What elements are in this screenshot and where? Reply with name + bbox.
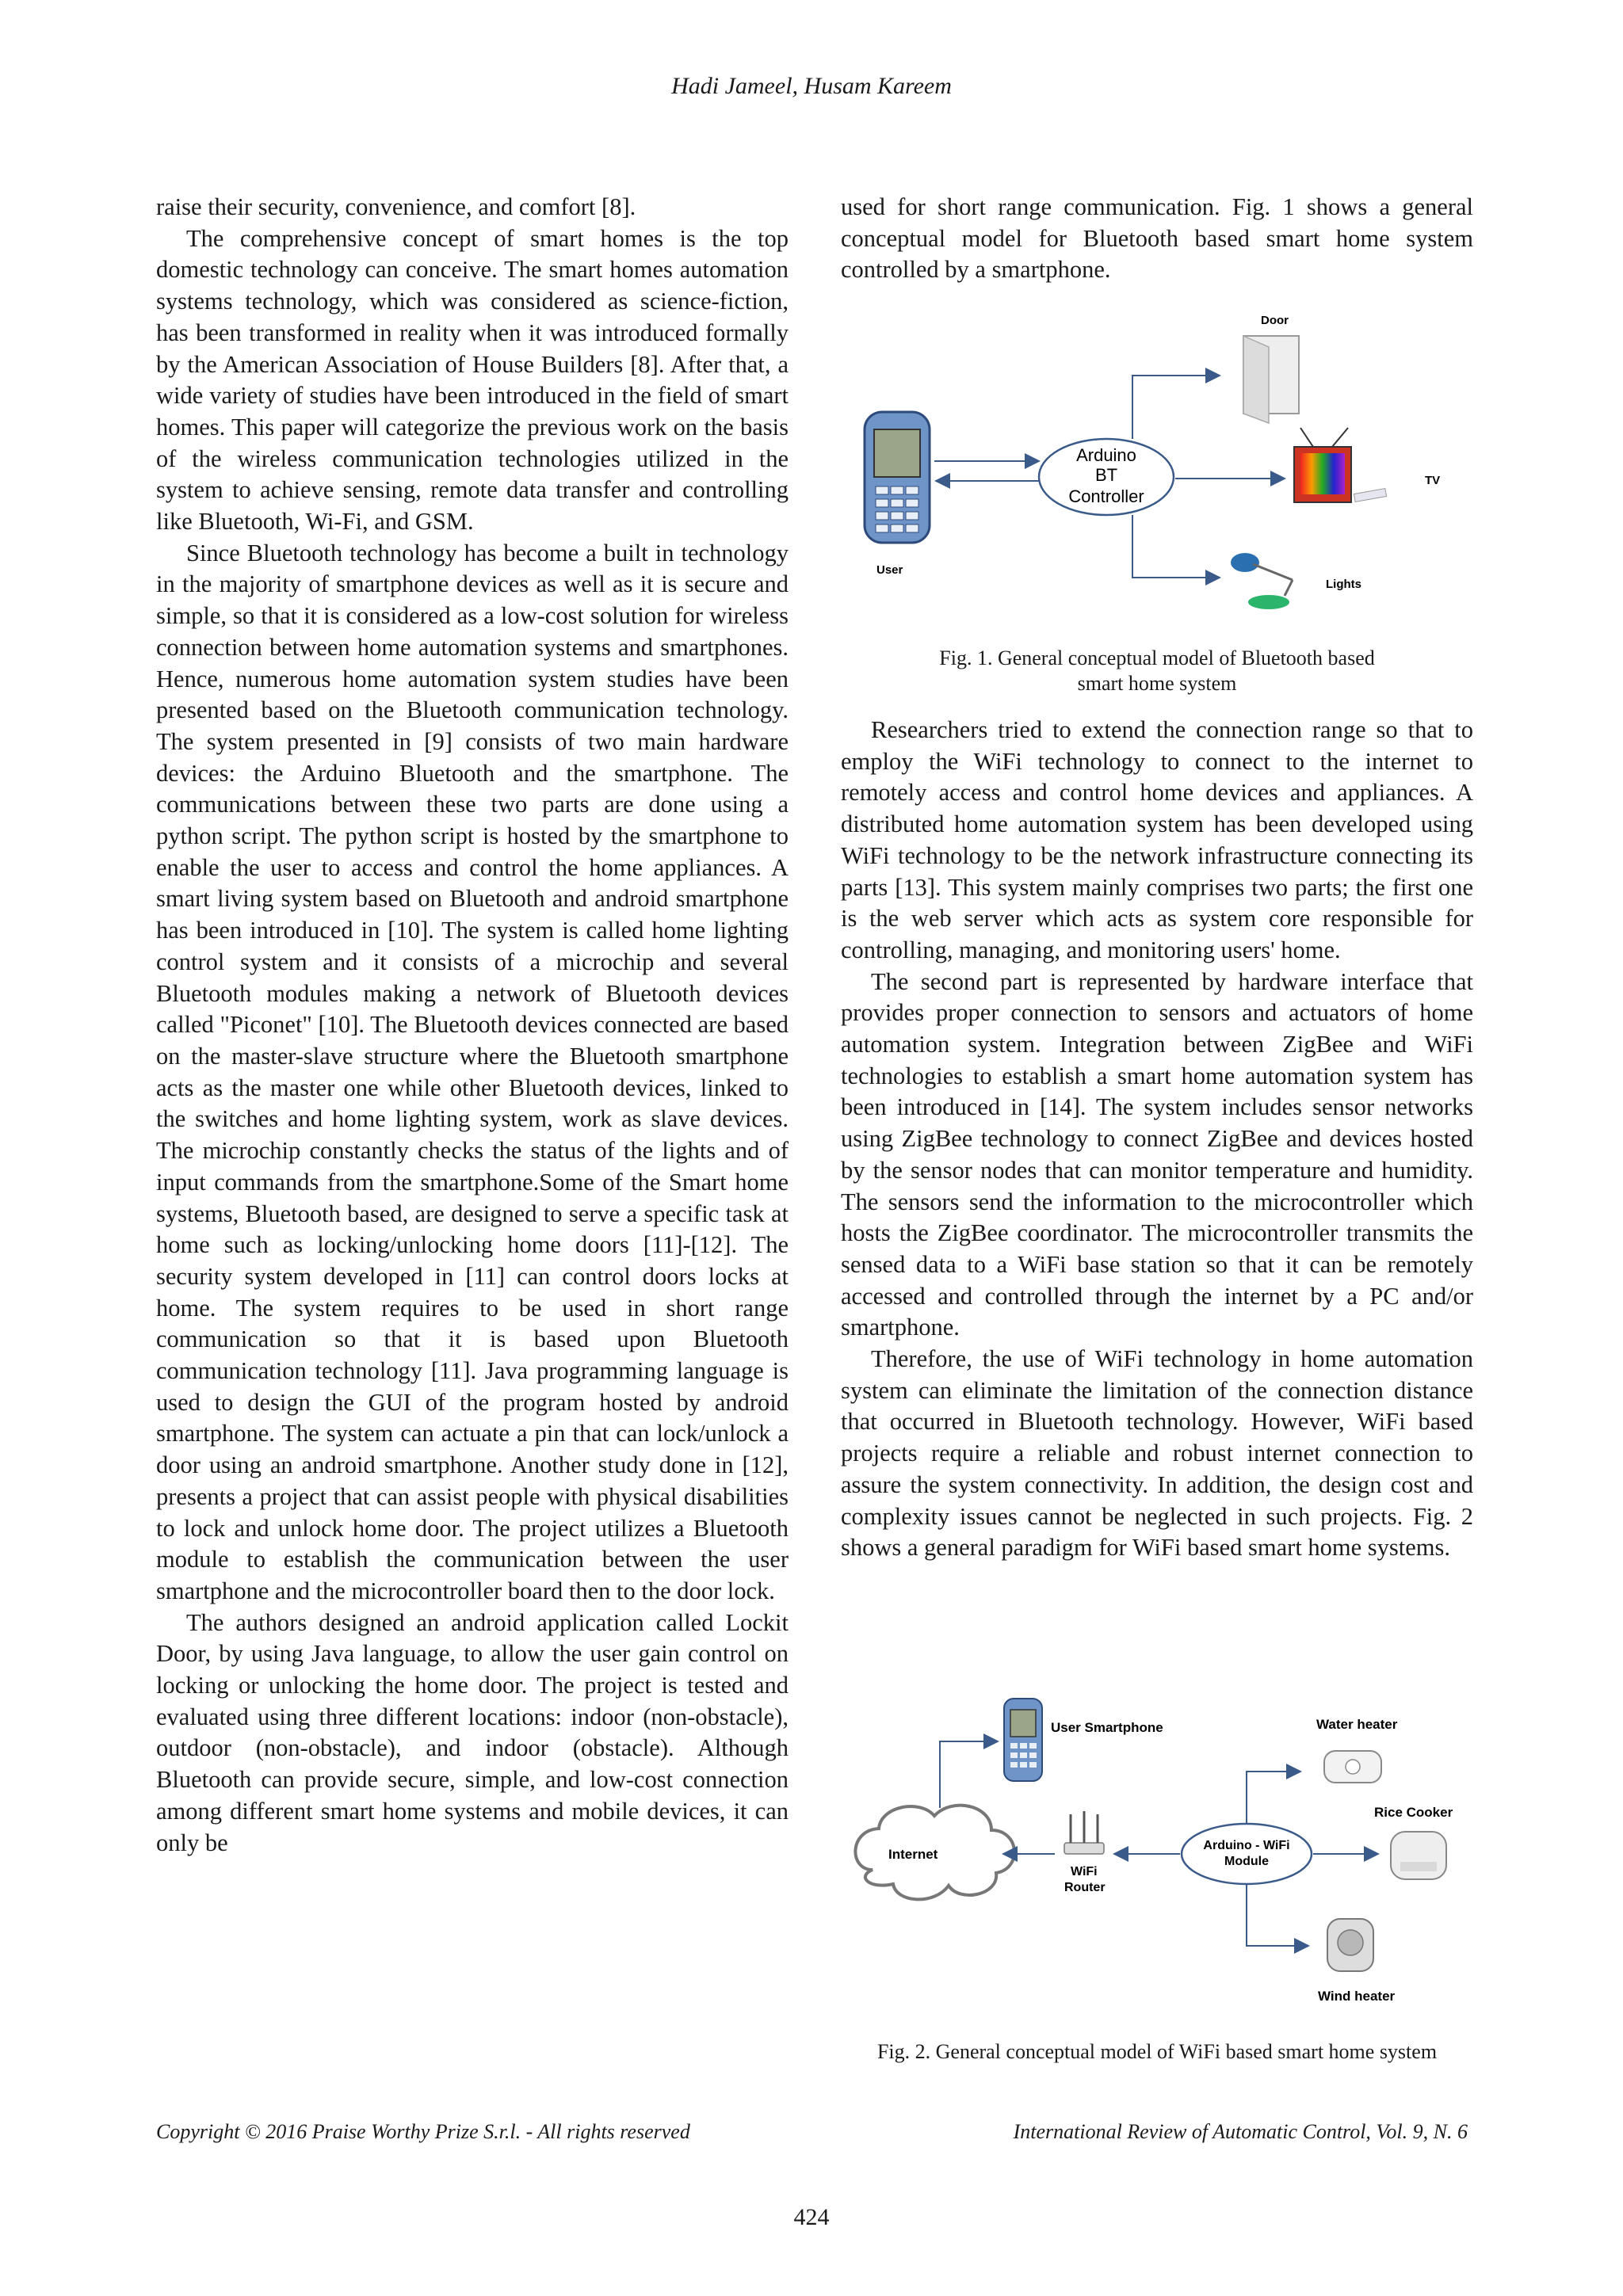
controller-label: Arduino [1076,445,1136,465]
paragraph: raise their security, convenience, and comfort [8]. [156,193,636,220]
smartphone-icon [1004,1699,1042,1781]
figure-2-wifi-diagram [841,1688,1473,2036]
phone-icon [865,412,930,543]
module-label: Module [1224,1855,1269,1868]
paragraph: Researchers tried to extend the connection range so that to employ the WiFi technology to connect to the internet to remotely access and control home devices and appliances. A distributed home automation system has been developed using WiFi technology to be the network infrastructure connecting its parts [13]. This system mainly comprises two parts; the first one is the web server which acts as system core responsible for controlling, managing, and monitoring users' home. [841,716,1473,963]
label-lights: Lights [1326,578,1361,591]
figure-1-caption [841,646,1473,696]
label-user: User [876,563,903,577]
label-wind-heater: Wind heater [1318,1989,1396,2004]
figure-1-bluetooth-diagram [841,303,1473,639]
running-header: Hadi Jameel, Husam Kareem [671,73,952,99]
wind-heater-icon [1327,1919,1373,1971]
lamp-icon [1231,553,1293,609]
right-column-top [841,192,1473,286]
page-number: 424 [793,2204,830,2230]
journal-citation: International Review of Automatic Control, Vol. 9, N. 6 [1013,2120,1468,2143]
door-icon [1243,336,1299,423]
label-door: Door [1261,314,1289,327]
copyright-notice: Copyright © 2016 Praise Worthy Prize S.r.l. - All rights reserved [156,2120,690,2143]
label-router: Router [1064,1881,1106,1894]
left-column [156,192,789,1859]
arrow [1132,515,1220,578]
right-column-middle [841,715,1473,1564]
label-user-smartphone: User Smartphone [1051,1720,1163,1735]
water-heater-icon [1324,1751,1381,1783]
controller-label: Controller [1068,486,1144,506]
figure-2-caption: Fig. 2. General conceptual model of WiFi based smart home system [876,2040,1438,2063]
arrow [1247,1772,1300,1824]
paragraph: The authors designed an android application called Lockit Door, by using Java language, to allow the user gain control on locking or unlocking the home door. The project is tested and evaluated using three different locations: indoor (non-obstacle), outdoor (non-obstacle), and indoor (obstacle). Although Bluetooth can provide secure, simple, and low-cost connection among different smart home systems and mobile devices, it can only be [156,1608,789,1856]
caption-line: smart home system [1077,672,1237,695]
controller-label: BT [1094,465,1118,485]
label-router: WiFi [1071,1865,1098,1878]
module-label: Arduino - WiFi [1203,1839,1290,1852]
arrow [1132,376,1220,439]
caption-line: Fig. 1. General conceptual model of Bluetooth based [939,646,1375,669]
paragraph: The second part is represented by hardware interface that provides proper connection to sensors and actuators of home automation system. Integration between ZigBee and WiFi technologies to establish a smart home automation system has been introduced in [14]. The system includes sensor networks using ZigBee technology to connect ZigBee and devices hosted by the sensor nodes that can monitor temperature and humidity. The sensors send the information to the microcontroller which hosts the ZigBee coordinator. The microcontroller transmits the sensed data to a WiFi base station so that it can be remotely accessed and controlled through the internet by a PC and/or smartphone. [841,967,1473,1341]
label-water-heater: Water heater [1316,1717,1398,1732]
label-rice-cooker: Rice Cooker [1374,1805,1453,1820]
wifi-module-node [1182,1824,1312,1884]
rice-cooker-icon [1391,1832,1446,1879]
router-icon [1064,1811,1104,1854]
paragraph: The comprehensive concept of smart homes is the top domestic technology can conceive. The smart homes automation systems technology, which was considered as science-fiction, has been transformed in reality when it was introduced formally by the American Association of House Builders [8]. After that, a wide variety of studies have been introduced in the field of smart homes. This paper will categorize the previous work on the basis of the wireless communication technologies utilized in the system to achieve sensing, remote data transfer and controlling like Bluetooth, Wi-Fi, and GSM. [156,224,789,536]
label-tv: TV [1425,474,1441,487]
paragraph: Since Bluetooth technology has become a built in technology in the majority of smartphone devices as well as it is secure and simple, so that it is considered as a low-cost solution for wireless connection between home automation systems and smartphones. Hence, numerous home automation system studies have been presented based on the Bluetooth communication technology. The system presented in [9] consists of two main hardware devices: the Arduino Bluetooth and the smartphone. The communications between these two parts are done using a python script. The python script is hosted by the smartphone to enable the user to access and control the home appliances. A smart living system based on Bluetooth and android smartphone has been introduced in [10]. The system is called home lighting control system and it consists of a microchip and several Bluetooth modules making a network of Bluetooth devices called "Piconet" [10]. The Bluetooth devices connected are based on the master-slave structure where the Bluetooth smartphone acts as the master one while other Bluetooth devices, linked to the switches and home lighting system, work as slave devices. The microchip constantly checks the status of the lights and of input commands from the smartphone.Some of the Smart home systems, Bluetooth based, are designed to serve a specific task at home such as locking/unlocking home doors [11]-[12]. The security system developed in [11] can control doors locks at home. The system requires to be used in short range communication so that it is based upon Bluetooth communication technology [11]. Java programming language is used to design the GUI of the program hosted by android smartphone. The system can actuate a pin that can lock/unlock a door using an android smartphone. Another study done in [12], presents a project that can assist people with physical disabilities to lock and unlock home door. The project utilizes a Bluetooth module to establish the communication between the user smartphone and the microcontroller board then to the door lock. [156,539,789,1604]
paragraph: used for short range communication. Fig. 1 shows a general conceptual model for Bluetooth based smart home system controlled by a smartphone. [841,193,1473,284]
arrow [940,1741,998,1808]
paragraph: Therefore, the use of WiFi technology in home automation system can eliminate the limitation of the connection distance that occurred in Bluetooth technology. However, WiFi based projects require a reliable and robust internet connection to assure the system connectivity. In addition, the design cost and complexity issues cannot be neglected in such projects. Fig. 2 shows a general paradigm for WiFi based smart home systems. [841,1345,1473,1562]
label-internet: Internet [888,1847,938,1862]
tv-icon [1294,428,1387,502]
arrow [1247,1884,1308,1946]
